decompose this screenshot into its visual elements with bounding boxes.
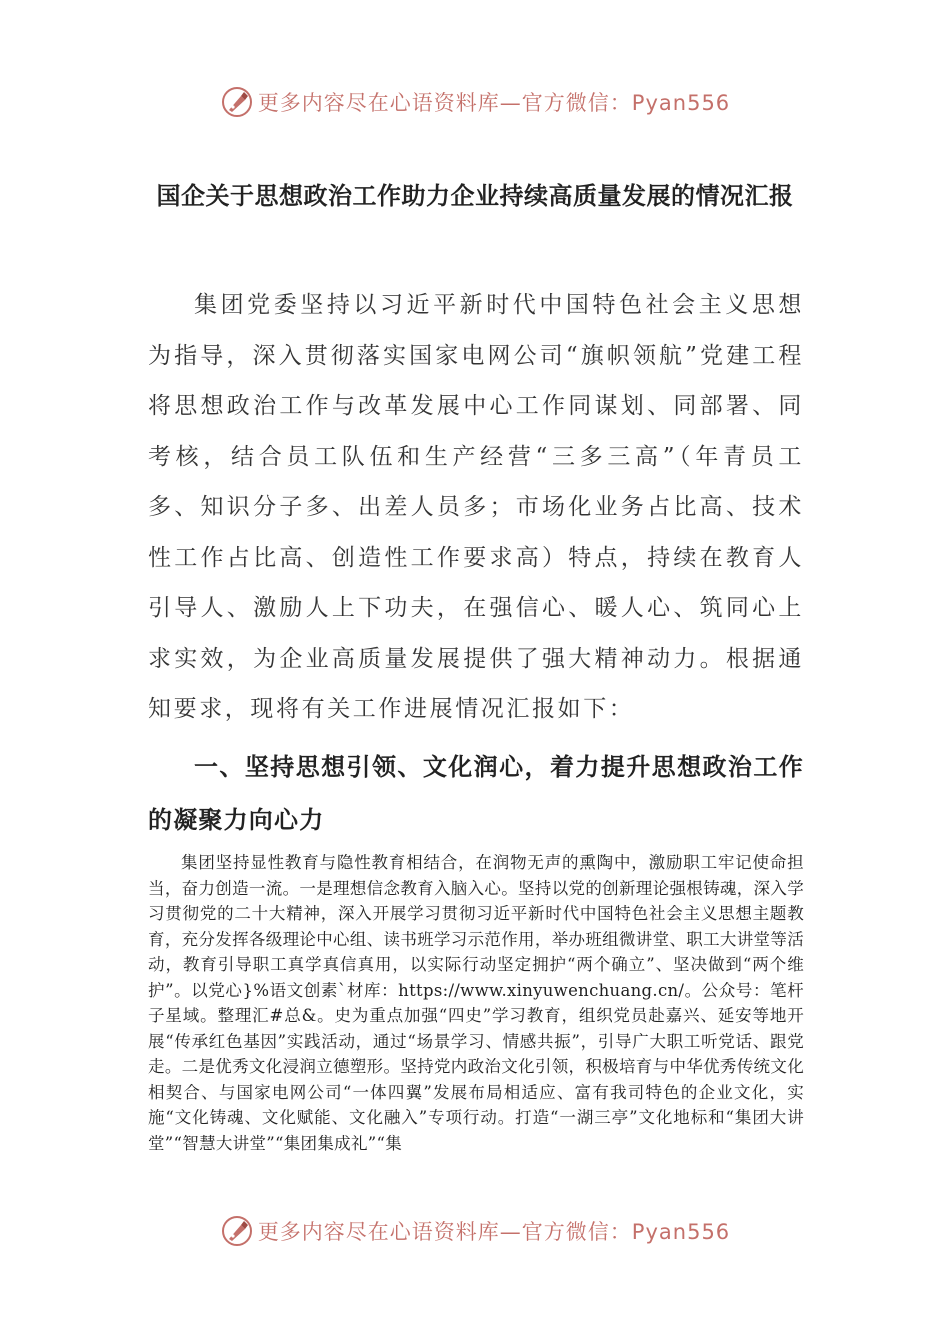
intro-paragraph: 集团党委坚持以习近平新时代中国特色社会主义思想为指导，深入贯彻落实国家电网公司“旗帜领航”党建工程将思想政治工作与改革发展中心工作同谋划、同部署、同考核，结合员工队伍和生产经营“三多三高”（年青员工多、知识分子多、出差人员多；市场化业务占比高、技术性工作占比高、创造性工作要求高）特点，持续在教育人引导人、激励人上下功夫，在强信心、暖人心、筑同心上求实效，为企业高质量发展提供了强大精神动力。根据通知要求，现将有关工作进展情况汇报如下： bbox=[148, 292, 804, 722]
header-watermark-text: 更多内容尽在心语资料库—官方微信：Pyan556 bbox=[257, 91, 731, 115]
section-heading-1: 一、坚持思想引领、文化润心，着力提升思想政治工作的凝聚力向心力 bbox=[148, 752, 804, 834]
document-title: 国企关于思想政治工作助力企业持续高质量发展的情况汇报 bbox=[156, 181, 794, 210]
section-1-paragraph: 集团坚持显性教育与隐性教育相结合，在润物无声的熏陶中，激励职工牢记使命担当，奋力创造一流。一是理想信念教育入脑入心。坚持以党的创新理论强根铸魂，深入学习贯彻党的二十大精神，深入开展学习贯彻习近平新时代中国特色社会主义思想主题教育，充分发挥各级理论中心组、读书班学习示范作用，举办班组微讲堂、职工大讲堂等活动，教育引导职工真学真信真用，以实际行动坚定拥护“两个确立”、坚决做到“两个维护”。以党心}%语文创素`材库：https://www.xinyuwenchuang.cn/。公众号：笔杆子星域。整理汇#总&。史为重点加强“四史”学习教育，组织党员赴嘉兴、延安等地开展“传承红色基因”实践活动，通过“场景学习、情感共振”，引导广大职工听党话、跟党走。二是优秀文化浸润立德塑形。坚持党内政治文化引领，积极培育与中华优秀传统文化相契合、与国家电网公司“一体四翼”发展布局相适应、富有我司特色的企业文化，实施“文化铸魂、文化赋能、文化融入”专项行动。打造“一湖三亭”文化地标和“集团大讲堂”“智慧大讲堂”“集团集成礼”“集 bbox=[148, 853, 804, 1153]
header-watermark-banner bbox=[0, 82, 950, 122]
footer-watermark-text: 更多内容尽在心语资料库—官方微信：Pyan556 bbox=[257, 1220, 731, 1244]
pen-nib-circle-icon bbox=[220, 1214, 254, 1248]
footer-watermark-banner bbox=[0, 1211, 950, 1251]
pen-nib-circle-icon bbox=[220, 85, 254, 119]
